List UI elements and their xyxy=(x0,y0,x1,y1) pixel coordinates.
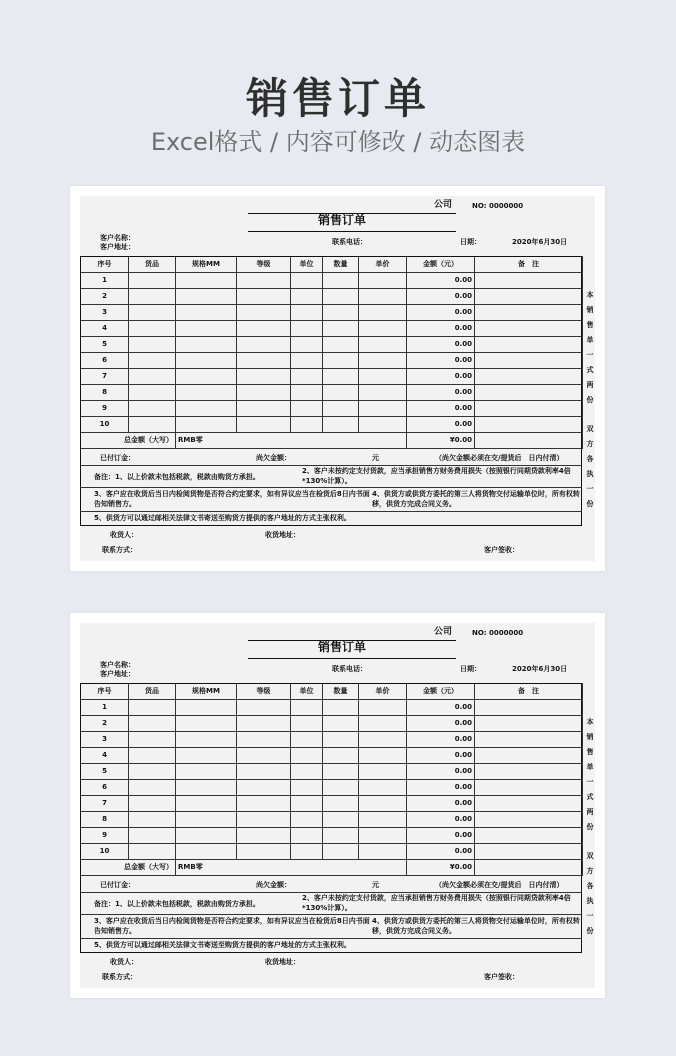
goods-cell[interactable] xyxy=(129,732,176,748)
owed-note: （尚欠金额必须在交/提货后 日内付清） xyxy=(435,881,564,889)
spec-cell[interactable] xyxy=(176,273,237,289)
amount-cell: 0.00 xyxy=(407,417,475,433)
spec-cell[interactable] xyxy=(176,401,237,417)
header-quantity: 数量 xyxy=(323,257,359,273)
spec-cell[interactable] xyxy=(176,764,237,780)
customer-address-label: 客户地址： xyxy=(100,243,135,251)
date-label: 日期： xyxy=(460,238,481,246)
goods-cell[interactable] xyxy=(129,764,176,780)
quantity-cell[interactable] xyxy=(323,844,359,860)
order-number: NO: 0000000 xyxy=(472,629,524,637)
remark-cell[interactable] xyxy=(475,273,583,289)
grade-cell[interactable] xyxy=(237,273,291,289)
hero-title: 销售订单 xyxy=(245,74,430,123)
remark-cell[interactable] xyxy=(475,321,583,337)
row-number: 3 xyxy=(81,732,129,748)
grade-cell[interactable] xyxy=(237,353,291,369)
amount-cell: 0.00 xyxy=(407,764,475,780)
note-5: 5、供货方可以通过邮相关法律文书寄送至购货方提供的客户地址的方式主张权利。 xyxy=(94,941,351,949)
unit-cell[interactable] xyxy=(291,353,323,369)
unit-cell[interactable] xyxy=(291,321,323,337)
grade-cell[interactable] xyxy=(237,305,291,321)
quantity-cell[interactable] xyxy=(323,273,359,289)
order-title: 销售订单 xyxy=(318,213,367,227)
table-row xyxy=(81,844,583,860)
quantity-cell[interactable] xyxy=(323,385,359,401)
spec-cell[interactable] xyxy=(176,417,237,433)
unit-cell[interactable] xyxy=(291,828,323,844)
total-label: 总金额（大写） xyxy=(81,433,176,449)
remark-cell[interactable] xyxy=(475,385,583,401)
table-row xyxy=(81,828,583,844)
owed-label: 尚欠金额： xyxy=(256,881,291,889)
unit-cell[interactable] xyxy=(291,812,323,828)
row-number: 2 xyxy=(81,716,129,732)
row-number: 8 xyxy=(81,812,129,828)
remark-cell[interactable] xyxy=(475,780,583,796)
remark-cell[interactable] xyxy=(475,305,583,321)
note-1: 备注：1、以上价款未包括税款，税款由购货方承担。 xyxy=(94,473,260,481)
table-row xyxy=(81,796,583,812)
price-cell[interactable] xyxy=(359,748,407,764)
header-unit: 单位 xyxy=(291,684,323,700)
spreadsheet-sheet xyxy=(80,196,595,561)
customer-name-label: 客户名称： xyxy=(100,661,135,669)
goods-cell[interactable] xyxy=(129,716,176,732)
divider xyxy=(80,892,582,893)
row-number: 10 xyxy=(81,417,129,433)
spec-cell[interactable] xyxy=(176,289,237,305)
table-row xyxy=(81,812,583,828)
amount-cell: 0.00 xyxy=(407,716,475,732)
remark-cell[interactable] xyxy=(475,337,583,353)
receiver-label: 收货人： xyxy=(110,958,138,966)
owed-label: 尚欠金额： xyxy=(256,454,291,462)
remark-cell[interactable] xyxy=(475,716,583,732)
goods-cell[interactable] xyxy=(129,401,176,417)
header-unit: 单位 xyxy=(291,257,323,273)
price-cell[interactable] xyxy=(359,764,407,780)
divider xyxy=(80,914,582,915)
quantity-cell[interactable] xyxy=(323,337,359,353)
goods-cell[interactable] xyxy=(129,828,176,844)
date-value: 2020年6月30日 xyxy=(512,665,568,673)
row-number: 6 xyxy=(81,780,129,796)
goods-cell[interactable] xyxy=(129,844,176,860)
unit-cell[interactable] xyxy=(291,289,323,305)
remark-cell[interactable] xyxy=(475,401,583,417)
goods-cell[interactable] xyxy=(129,700,176,716)
amount-cell: 0.00 xyxy=(407,337,475,353)
row-number: 1 xyxy=(81,273,129,289)
row-number: 5 xyxy=(81,764,129,780)
note-3b: 告知销售方。 xyxy=(94,500,136,508)
note-3a: 3、客户应在收货后当日内检阅货物是否符合约定要求，如有异议应当在检货后8日内书面 xyxy=(94,917,370,925)
row-number: 1 xyxy=(81,700,129,716)
remark-cell[interactable] xyxy=(475,353,583,369)
receiver-label: 收货人： xyxy=(110,531,138,539)
price-cell[interactable] xyxy=(359,844,407,860)
company-label: 公司 xyxy=(434,200,453,210)
price-cell[interactable] xyxy=(359,812,407,828)
amount-cell: 0.00 xyxy=(407,305,475,321)
table-row xyxy=(81,353,583,369)
amount-cell: 0.00 xyxy=(407,780,475,796)
unit-cell[interactable] xyxy=(291,385,323,401)
quantity-cell[interactable] xyxy=(323,321,359,337)
grade-cell[interactable] xyxy=(237,732,291,748)
signature-label: 客户签收： xyxy=(484,973,519,981)
spec-cell[interactable] xyxy=(176,844,237,860)
table-row xyxy=(81,273,583,289)
price-cell[interactable] xyxy=(359,796,407,812)
header-price: 单价 xyxy=(359,684,407,700)
goods-cell[interactable] xyxy=(129,321,176,337)
contact-label: 联系方式： xyxy=(102,973,137,981)
header-goods: 货品 xyxy=(129,684,176,700)
amount-cell: 0.00 xyxy=(407,353,475,369)
order-form-preview xyxy=(70,186,605,571)
quantity-cell[interactable] xyxy=(323,353,359,369)
goods-cell[interactable] xyxy=(129,796,176,812)
quantity-cell[interactable] xyxy=(323,796,359,812)
yuan-label: 元 xyxy=(372,881,379,889)
table-header-row xyxy=(81,257,583,273)
row-number: 9 xyxy=(81,828,129,844)
grade-cell[interactable] xyxy=(237,385,291,401)
side-note-1: 本销售单一式两份 xyxy=(586,718,594,831)
amount-cell: 0.00 xyxy=(407,401,475,417)
price-cell[interactable] xyxy=(359,353,407,369)
row-number: 8 xyxy=(81,385,129,401)
unit-cell[interactable] xyxy=(291,844,323,860)
receive-address-label: 收货地址： xyxy=(265,958,300,966)
total-remark-cell[interactable] xyxy=(475,433,583,449)
row-number: 7 xyxy=(81,369,129,385)
spec-cell[interactable] xyxy=(176,337,237,353)
spec-cell[interactable] xyxy=(176,700,237,716)
table-row xyxy=(81,417,583,433)
quantity-cell[interactable] xyxy=(323,417,359,433)
grade-cell[interactable] xyxy=(237,700,291,716)
row-number: 10 xyxy=(81,844,129,860)
quantity-cell[interactable] xyxy=(323,828,359,844)
amount-cell: 0.00 xyxy=(407,385,475,401)
quantity-cell[interactable] xyxy=(323,748,359,764)
quantity-cell[interactable] xyxy=(323,732,359,748)
goods-cell[interactable] xyxy=(129,369,176,385)
table-row xyxy=(81,321,583,337)
note-2a: 2、客户未按约定支付货款，应当承担销售方财务费用损失（按照银行同期贷款利率4倍 xyxy=(302,894,571,902)
remark-cell[interactable] xyxy=(475,417,583,433)
order-items-table xyxy=(80,256,583,449)
grade-cell[interactable] xyxy=(237,321,291,337)
customer-address-label: 客户地址： xyxy=(100,670,135,678)
amount-cell: 0.00 xyxy=(407,289,475,305)
note-4b: 移，供货方完成合同义务。 xyxy=(372,927,456,935)
amount-cell: 0.00 xyxy=(407,844,475,860)
table-row xyxy=(81,289,583,305)
header-price: 单价 xyxy=(359,257,407,273)
row-number: 6 xyxy=(81,353,129,369)
table-header-row xyxy=(81,684,583,700)
receive-address-label: 收货地址： xyxy=(265,531,300,539)
price-cell[interactable] xyxy=(359,417,407,433)
owed-note: （尚欠金额必须在交/提货后 日内付清） xyxy=(435,454,564,462)
spec-cell[interactable] xyxy=(176,828,237,844)
divider xyxy=(80,938,582,939)
phone-label: 联系电话： xyxy=(332,238,367,246)
quantity-cell[interactable] xyxy=(323,812,359,828)
order-title: 销售订单 xyxy=(318,640,367,654)
total-row xyxy=(81,433,583,449)
table-row xyxy=(81,337,583,353)
order-number: NO: 0000000 xyxy=(472,202,524,210)
note-3b: 告知销售方。 xyxy=(94,927,136,935)
note-4a: 4、供货方或供货方委托的第三人将货物交付运输单位时，所有权转 xyxy=(372,917,580,925)
unit-cell[interactable] xyxy=(291,748,323,764)
row-number: 5 xyxy=(81,337,129,353)
total-value: ¥0.00 xyxy=(407,433,475,449)
unit-cell[interactable] xyxy=(291,764,323,780)
title-underline-bottom xyxy=(248,231,456,232)
table-row xyxy=(81,369,583,385)
header-grade: 等级 xyxy=(237,684,291,700)
price-cell[interactable] xyxy=(359,273,407,289)
note-2b: *130%计算）。 xyxy=(302,477,352,485)
remark-cell[interactable] xyxy=(475,812,583,828)
note-4a: 4、供货方或供货方委托的第三人将货物交付运输单位时，所有权转 xyxy=(372,490,580,498)
total-currency: RMB零 xyxy=(176,860,407,876)
header-amount: 金额（元） xyxy=(407,684,475,700)
remark-cell[interactable] xyxy=(475,844,583,860)
grade-cell[interactable] xyxy=(237,401,291,417)
grade-cell[interactable] xyxy=(237,716,291,732)
amount-cell: 0.00 xyxy=(407,321,475,337)
total-currency: RMB零 xyxy=(176,433,407,449)
spec-cell[interactable] xyxy=(176,796,237,812)
amount-cell: 0.00 xyxy=(407,273,475,289)
amount-cell: 0.00 xyxy=(407,732,475,748)
grade-cell[interactable] xyxy=(237,369,291,385)
unit-cell[interactable] xyxy=(291,732,323,748)
total-value: ¥0.00 xyxy=(407,860,475,876)
contact-label: 联系方式： xyxy=(102,546,137,554)
table-row xyxy=(81,748,583,764)
hero-subtitle: Excel格式 / 内容可修改 / 动态图表 xyxy=(150,128,526,156)
goods-cell[interactable] xyxy=(129,305,176,321)
price-cell[interactable] xyxy=(359,732,407,748)
goods-cell[interactable] xyxy=(129,417,176,433)
price-cell[interactable] xyxy=(359,337,407,353)
quantity-cell[interactable] xyxy=(323,716,359,732)
side-note-2: 双方各执一份 xyxy=(586,852,594,935)
signature-label: 客户签收： xyxy=(484,546,519,554)
spec-cell[interactable] xyxy=(176,748,237,764)
table-row xyxy=(81,732,583,748)
unit-cell[interactable] xyxy=(291,401,323,417)
goods-cell[interactable] xyxy=(129,337,176,353)
amount-cell: 0.00 xyxy=(407,369,475,385)
spec-cell[interactable] xyxy=(176,780,237,796)
note-4b: 移，供货方完成合同义务。 xyxy=(372,500,456,508)
remark-cell[interactable] xyxy=(475,828,583,844)
paid-label: 已付订金： xyxy=(100,881,135,889)
quantity-cell[interactable] xyxy=(323,780,359,796)
total-label: 总金额（大写） xyxy=(81,860,176,876)
note-5: 5、供货方可以通过邮相关法律文书寄送至购货方提供的客户地址的方式主张权利。 xyxy=(94,514,351,522)
remark-cell[interactable] xyxy=(475,732,583,748)
price-cell[interactable] xyxy=(359,700,407,716)
date-value: 2020年6月30日 xyxy=(512,238,568,246)
unit-cell[interactable] xyxy=(291,716,323,732)
row-number: 2 xyxy=(81,289,129,305)
table-row xyxy=(81,305,583,321)
price-cell[interactable] xyxy=(359,369,407,385)
amount-cell: 0.00 xyxy=(407,812,475,828)
quantity-cell[interactable] xyxy=(323,700,359,716)
header-no: 序号 xyxy=(81,257,129,273)
table-row xyxy=(81,764,583,780)
side-note-1: 本销售单一式两份 xyxy=(586,291,594,404)
goods-cell[interactable] xyxy=(129,748,176,764)
price-cell[interactable] xyxy=(359,305,407,321)
divider xyxy=(80,465,582,466)
order-items-table xyxy=(80,683,583,876)
header-amount: 金额（元） xyxy=(407,257,475,273)
header-spec: 规格MM xyxy=(176,257,237,273)
header-grade: 等级 xyxy=(237,257,291,273)
title-underline-bottom xyxy=(248,658,456,659)
row-number: 4 xyxy=(81,748,129,764)
divider xyxy=(80,487,582,488)
amount-cell: 0.00 xyxy=(407,748,475,764)
remark-cell[interactable] xyxy=(475,700,583,716)
table-row xyxy=(81,385,583,401)
remark-cell[interactable] xyxy=(475,796,583,812)
header-spec: 规格MM xyxy=(176,684,237,700)
side-note-2: 双方各执一份 xyxy=(586,425,594,508)
remark-cell[interactable] xyxy=(475,764,583,780)
goods-cell[interactable] xyxy=(129,353,176,369)
grade-cell[interactable] xyxy=(237,796,291,812)
unit-cell[interactable] xyxy=(291,700,323,716)
header-remark: 备 注 xyxy=(475,684,583,700)
grade-cell[interactable] xyxy=(237,828,291,844)
unit-cell[interactable] xyxy=(291,273,323,289)
spec-cell[interactable] xyxy=(176,321,237,337)
grade-cell[interactable] xyxy=(237,337,291,353)
grade-cell[interactable] xyxy=(237,780,291,796)
grade-cell[interactable] xyxy=(237,417,291,433)
yuan-label: 元 xyxy=(372,454,379,462)
header-remark: 备 注 xyxy=(475,257,583,273)
amount-cell: 0.00 xyxy=(407,700,475,716)
spec-cell[interactable] xyxy=(176,369,237,385)
unit-cell[interactable] xyxy=(291,796,323,812)
row-number: 9 xyxy=(81,401,129,417)
row-number: 4 xyxy=(81,321,129,337)
divider xyxy=(80,511,582,512)
spec-cell[interactable] xyxy=(176,353,237,369)
spec-cell[interactable] xyxy=(176,305,237,321)
quantity-cell[interactable] xyxy=(323,305,359,321)
price-cell[interactable] xyxy=(359,289,407,305)
quantity-cell[interactable] xyxy=(323,369,359,385)
grade-cell[interactable] xyxy=(237,812,291,828)
goods-cell[interactable] xyxy=(129,289,176,305)
unit-cell[interactable] xyxy=(291,369,323,385)
grade-cell[interactable] xyxy=(237,844,291,860)
price-cell[interactable] xyxy=(359,401,407,417)
total-row xyxy=(81,860,583,876)
phone-label: 联系电话： xyxy=(332,665,367,673)
row-number: 7 xyxy=(81,796,129,812)
price-cell[interactable] xyxy=(359,828,407,844)
goods-cell[interactable] xyxy=(129,812,176,828)
unit-cell[interactable] xyxy=(291,305,323,321)
remark-cell[interactable] xyxy=(475,369,583,385)
date-label: 日期： xyxy=(460,665,481,673)
paid-label: 已付订金： xyxy=(100,454,135,462)
quantity-cell[interactable] xyxy=(323,401,359,417)
remark-cell[interactable] xyxy=(475,748,583,764)
header-goods: 货品 xyxy=(129,257,176,273)
customer-name-label: 客户名称： xyxy=(100,234,135,242)
table-row xyxy=(81,780,583,796)
header-no: 序号 xyxy=(81,684,129,700)
price-cell[interactable] xyxy=(359,716,407,732)
goods-cell[interactable] xyxy=(129,780,176,796)
goods-cell[interactable] xyxy=(129,273,176,289)
spec-cell[interactable] xyxy=(176,732,237,748)
order-form-preview xyxy=(70,613,605,998)
spec-cell[interactable] xyxy=(176,812,237,828)
grade-cell[interactable] xyxy=(237,748,291,764)
unit-cell[interactable] xyxy=(291,417,323,433)
unit-cell[interactable] xyxy=(291,780,323,796)
goods-cell[interactable] xyxy=(129,385,176,401)
spec-cell[interactable] xyxy=(176,716,237,732)
remark-cell[interactable] xyxy=(475,289,583,305)
amount-cell: 0.00 xyxy=(407,796,475,812)
price-cell[interactable] xyxy=(359,385,407,401)
table-row xyxy=(81,700,583,716)
row-number: 3 xyxy=(81,305,129,321)
note-2a: 2、客户未按约定支付货款，应当承担销售方财务费用损失（按照银行同期贷款利率4倍 xyxy=(302,467,571,475)
note-3a: 3、客户应在收货后当日内检阅货物是否符合约定要求，如有异议应当在检货后8日内书面 xyxy=(94,490,370,498)
company-label: 公司 xyxy=(434,627,453,637)
note-1: 备注：1、以上价款未包括税款，税款由购货方承担。 xyxy=(94,900,260,908)
grade-cell[interactable] xyxy=(237,289,291,305)
amount-cell: 0.00 xyxy=(407,828,475,844)
spec-cell[interactable] xyxy=(176,385,237,401)
spreadsheet-sheet xyxy=(80,623,595,988)
grade-cell[interactable] xyxy=(237,764,291,780)
header-quantity: 数量 xyxy=(323,684,359,700)
unit-cell[interactable] xyxy=(291,337,323,353)
price-cell[interactable] xyxy=(359,780,407,796)
table-row xyxy=(81,716,583,732)
note-2b: *130%计算）。 xyxy=(302,904,352,912)
price-cell[interactable] xyxy=(359,321,407,337)
quantity-cell[interactable] xyxy=(323,289,359,305)
total-remark-cell[interactable] xyxy=(475,860,583,876)
quantity-cell[interactable] xyxy=(323,764,359,780)
table-row xyxy=(81,401,583,417)
